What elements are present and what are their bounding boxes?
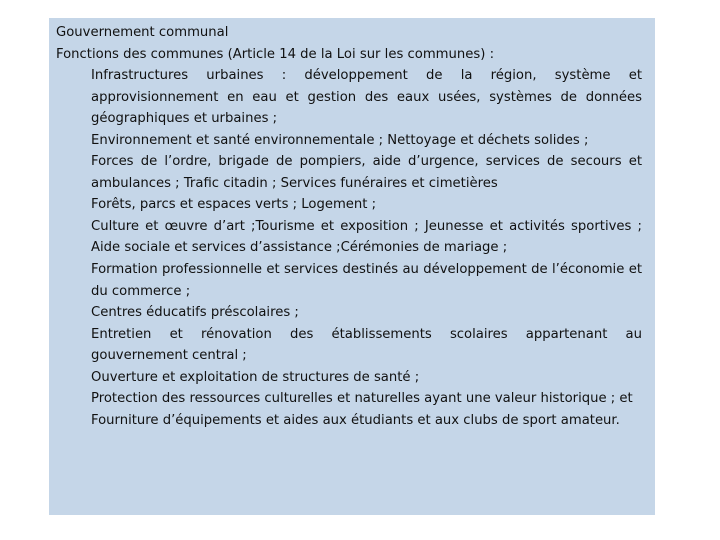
list-item: Forêts, parcs et espaces verts ; Logement ; (91, 197, 377, 213)
function-list (56, 65, 642, 431)
list-item: Ouverture et exploitation de structures de santé ; (91, 369, 420, 385)
list-item: Fourniture d’équipements et aides aux étudiants et aux clubs de sport amateur. (91, 412, 620, 428)
document-title: Gouvernement communal (56, 25, 229, 40)
list-item: Entretien et rénovation des établissements scolaires appartenant au gouvernement central ; (91, 326, 642, 364)
list-item: Culture et œuvre d’art ;Tourisme et exposition ; Jeunesse et activités sportives ; Aide sociale et services d’assistance ;Cérémonies de mariage ; (91, 218, 642, 256)
document-subtitle: Fonctions des communes (Article 14 de la Loi sur les communes) : (56, 46, 495, 62)
list-item: Centres éducatifs préscolaires ; (91, 305, 299, 321)
list-item: Environnement et santé environnementale ; Nettoyage et déchets solides ; (91, 132, 589, 148)
list-item: Forces de l’ordre, brigade de pompiers, aide d’urgence, services de secours et ambulances ; Trafic citadin ; Services funéraires et cimetières (91, 154, 642, 191)
list-item: Protection des ressources culturelles et naturelles ayant une valeur historique ; et (91, 391, 633, 407)
list-item: Infrastructures urbaines : développement de la région, système et approvisionnement en eau et gestion des eaux usées, systèmes de données géographiques et urbaines ; (91, 68, 642, 127)
list-item: Formation professionnelle et services destinés au développement de l’économie et du commerce ; (91, 262, 642, 299)
content-panel (49, 18, 655, 515)
